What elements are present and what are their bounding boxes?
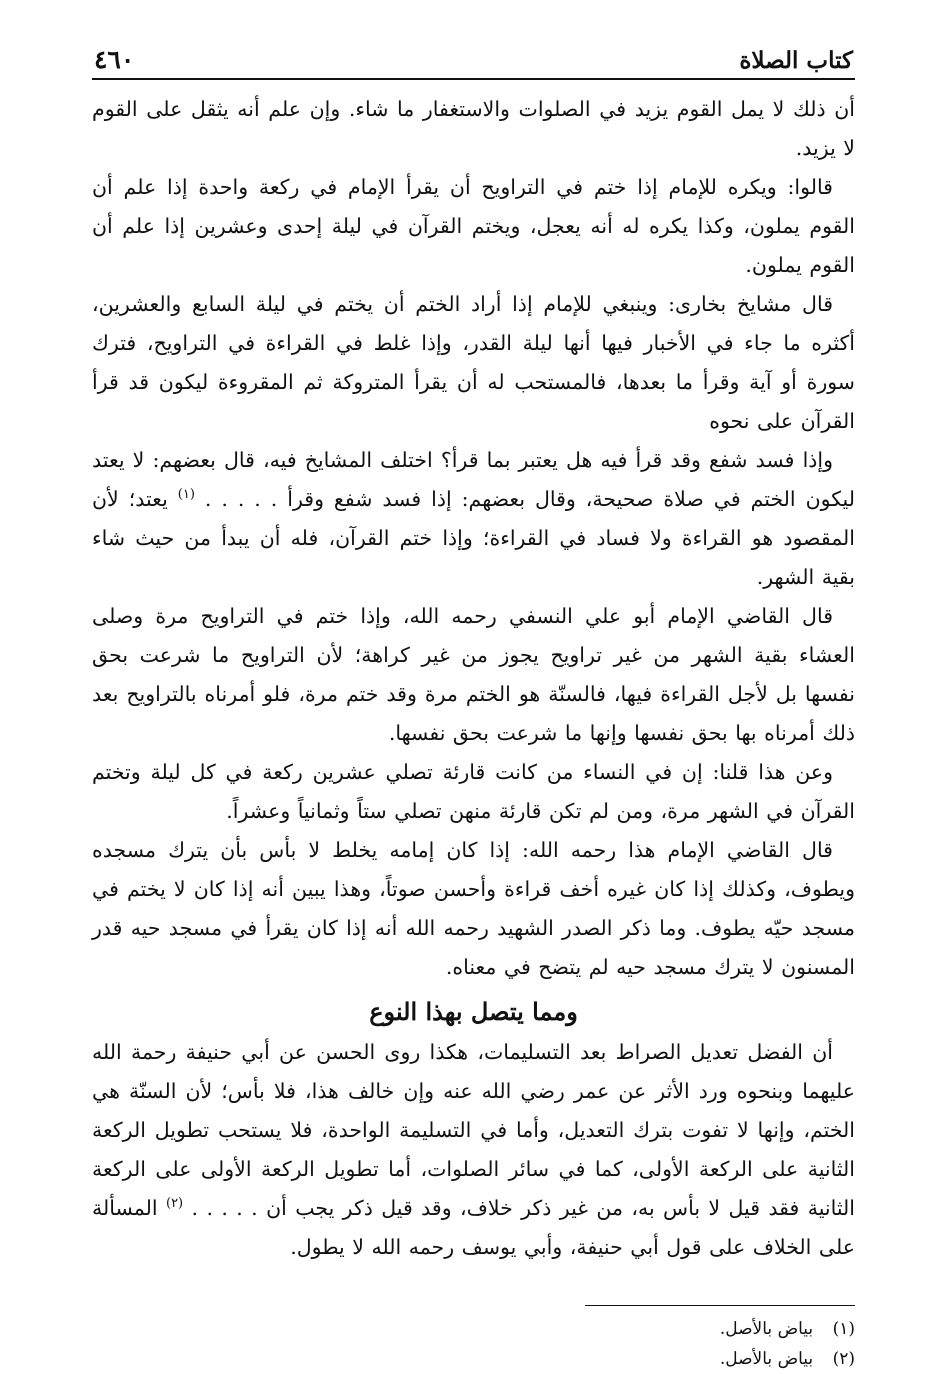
footnote-2-text: بياض بالأصل. (719, 1349, 814, 1369)
footnote-1-text: بياض بالأصل. (719, 1319, 814, 1339)
paragraph-4-text-after: يعتد؛ لأن المقصود هو القراءة ولا فساد في القراءة؛ وإذا ختم القرآن، فله أن يبدأ من حيث شاء بقية الشهر. (92, 487, 855, 589)
footnote-mark-1: (١) (177, 487, 195, 503)
page-number: ٤٦٠ (94, 45, 135, 74)
footnote-1 (92, 1314, 855, 1344)
body-text (92, 90, 855, 1267)
running-title: كتاب الصلاة (739, 47, 853, 74)
paragraph-7: قال القاضي الإمام هذا رحمه الله: إذا كان إمامه يخلط لا بأس بأن يترك مسجده ويطوف، وكذلك إذا كان غيره أخف قراءة وأحسن صوتاً، وهذا يبين أنه إذا كان لا يختم في مسجد حيّه يطوف. وما ذكر الصدر الشهيد رحمه الله أنه إذا كان يقرأ في مسجد حيه قدر المسنون لا يترك مسجد حيه لم يتضح في معناه. (92, 838, 855, 979)
section-paragraph-text-before: أن الفضل تعديل الصراط بعد التسليمات، هكذا روى الحسن عن أبي حنيفة رحمة الله عليهما وبنحوه ورد الأثر عن عمر رضي الله عنه وإن خالف هذا، فلا بأس؛ لأن السنّة هي الختم، وإنها لا تفوت بترك التعديل، وأما في التسليمة الواحدة، فلا يستحب تطويل الركعة الثانية على الركعة الأولى، كما في سائر الصلوات، أما تطويل الركعة الأولى على الركعة الثانية فقد قيل لا بأس به، من غير ذكر خلاف، وقد قيل ذكر يجب أن . . . . . (92, 1040, 855, 1220)
footnote-2 (92, 1344, 855, 1374)
paragraph-4-text-before: وإذا فسد شفع وقد قرأ فيه هل يعتبر بما قرأ؟ اختلف المشايخ فيه، قال بعضهم: لا يعتد ليكون الختم في صلاة صحيحة، وقال بعضهم: إذا فسد شفع وقرأ . . . . . (92, 448, 855, 511)
section-paragraph (92, 1033, 855, 1267)
footnotes (92, 1314, 855, 1374)
footnote-mark-2: (٢) (165, 1196, 184, 1212)
footnote-2-number: (٢) (832, 1349, 855, 1369)
footnote-divider (585, 1305, 855, 1306)
paragraph-3: قال مشايخ بخارى: وينبغي للإمام إذا أراد الختم أن يختم في ليلة السابع والعشرين، أكثره ما جاء في الأخبار فيها أنها ليلة القدر، وإذا غلط في القراءة في التراويح، فترك سورة أو آية وقرأ ما بعدها، فالمستحب له أن يقرأ المتروكة ثم المقروءة ليكون قد قرأ القرآن على نحوه (92, 292, 855, 433)
paragraph-6: وعن هذا قلنا: إن في النساء من كانت قارئة تصلي عشرين ركعة في كل ليلة وتختم القرآن في الشهر مرة، ومن لم تكن قارئة منهن تصلي ستاً وثمانياً وعشراً. (92, 760, 855, 823)
section-paragraph-text-after: المسألة على الخلاف على قول أبي حنيفة، وأبي يوسف رحمه الله لا يطول. (92, 1196, 855, 1259)
page-header (92, 40, 855, 80)
footnote-1-number: (١) (832, 1319, 855, 1339)
section-title: ومما يتصل بهذا النوع (369, 997, 578, 1026)
paragraph-2: قالوا: ويكره للإمام إذا ختم في التراويح أن يقرأ الإمام في ركعة واحدة إذا علم أن القوم يملون، وكذا يكره له أنه يعجل، ويختم القرآن في ليلة إحدى وعشرين إذا علم أن القوم يملون. (92, 175, 855, 277)
paragraph-1: أن ذلك لا يمل القوم يزيد في الصلوات والاستغفار ما شاء. وإن علم أنه يثقل على القوم لا يزيد. (92, 97, 855, 160)
paragraph-5: قال القاضي الإمام أبو علي النسفي رحمه الله، وإذا ختم في التراويح مرة وصلى العشاء بقية الشهر من غير تراويح يجوز من غير كراهة؛ لأن التراويح ما شرعت بحق نفسها بل لأجل القراءة فيها، فالسنّة هو الختم مرة وقد ختم مرة، فلو أمرناه بالتراويح بعد ذلك أمرناه بها بحق نفسها وإنها ما شرعت بحق نفسها. (92, 604, 855, 745)
paragraph-4 (92, 441, 855, 597)
